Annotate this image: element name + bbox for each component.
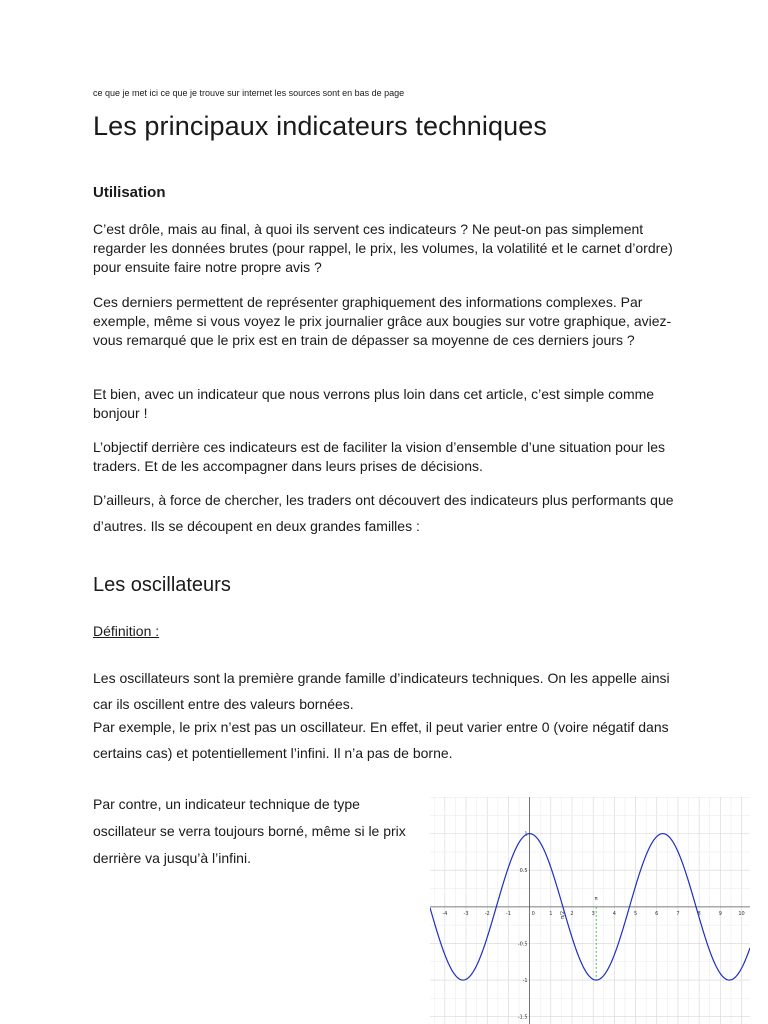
paragraph: D’ailleurs, à force de chercher, les traders ont découvert des indicateurs plus performants que d’autres. Ils se découpent en deux grandes familles : bbox=[93, 492, 674, 534]
y-tick-label: -0.5 bbox=[517, 941, 528, 948]
annotation-pi: π bbox=[594, 895, 598, 902]
definition-label: Définition : bbox=[93, 623, 160, 639]
x-tick-label: 7 bbox=[676, 910, 680, 917]
chart-svg bbox=[430, 797, 750, 1024]
x-tick-label: 6 bbox=[655, 910, 659, 917]
x-tick-label: 1 bbox=[549, 910, 553, 917]
x-tick-label: 3 bbox=[591, 910, 595, 917]
paragraph: Ces derniers permettent de représenter graphiquement des informations complexes. Par exemple, même si vous voyez le prix journalier grâce aux bougies sur votre graphique, aviez-vous remarqué que le prix est en train de dépasser sa moyenne de ces derniers jours ? bbox=[93, 294, 672, 348]
x-tick-label: 4 bbox=[612, 910, 616, 917]
paragraph: Les oscillateurs sont la première grande famille d’indicateurs techniques. On les appelle ainsi car ils oscillent entre des valeurs bornées. bbox=[93, 670, 670, 712]
y-tick-label: 0.5 bbox=[519, 868, 528, 875]
x-tick-label: -4 bbox=[442, 910, 448, 917]
x-tick-label: 0 bbox=[531, 910, 535, 917]
page-title: Les principaux indicateurs techniques bbox=[93, 111, 547, 141]
y-tick-label: -1 bbox=[522, 978, 528, 985]
paragraph: Par exemple, le prix n’est pas un oscillateur. En effet, il peut varier entre 0 (voire négatif dans certains cas) et potentiellement l’infini. Il n’a pas de borne. bbox=[93, 719, 669, 761]
x-tick-label: -1 bbox=[505, 910, 511, 917]
x-tick-label: 8 bbox=[697, 910, 701, 917]
cosine-chart bbox=[430, 797, 750, 1024]
y-tick-label: 1 bbox=[524, 831, 528, 838]
x-tick-label: -2 bbox=[484, 910, 490, 917]
x-tick-label: 9 bbox=[718, 910, 722, 917]
paragraph: Par contre, un indicateur technique de type oscillateur se verra toujours borné, même si le prix derrière va jusqu’à l’infini. bbox=[93, 796, 406, 866]
source-note: ce que je met ici ce que je trouve sur internet les sources sont en bas de page bbox=[93, 88, 405, 98]
y-tick-label: -1.5 bbox=[517, 1014, 528, 1021]
section-heading-oscillateurs: Les oscillateurs bbox=[93, 574, 231, 596]
section-heading-utilisation: Utilisation bbox=[93, 184, 166, 201]
annotation-pi-over-2: π/2 bbox=[559, 910, 566, 919]
x-tick-label: 2 bbox=[570, 910, 574, 917]
x-tick-label: 10 bbox=[738, 910, 745, 917]
x-tick-label: -3 bbox=[463, 910, 469, 917]
paragraph: L’objectif derrière ces indicateurs est de faciliter la vision d’ensemble d’une situation pour les traders. Et de les accompagner dans leurs prises de décisions. bbox=[93, 439, 665, 474]
paragraph: Et bien, avec un indicateur que nous verrons plus loin dans cet article, c’est simple comme bonjour ! bbox=[93, 386, 655, 421]
x-tick-label: 5 bbox=[633, 910, 638, 917]
paragraph: C’est drôle, mais au final, à quoi ils servent ces indicateurs ? Ne peut-on pas simplement regarder les données brutes (pour rappel, le prix, les volumes, la volatilité et le carnet d’ordre) pour ensuite faire notre propre avis ? bbox=[93, 221, 673, 275]
